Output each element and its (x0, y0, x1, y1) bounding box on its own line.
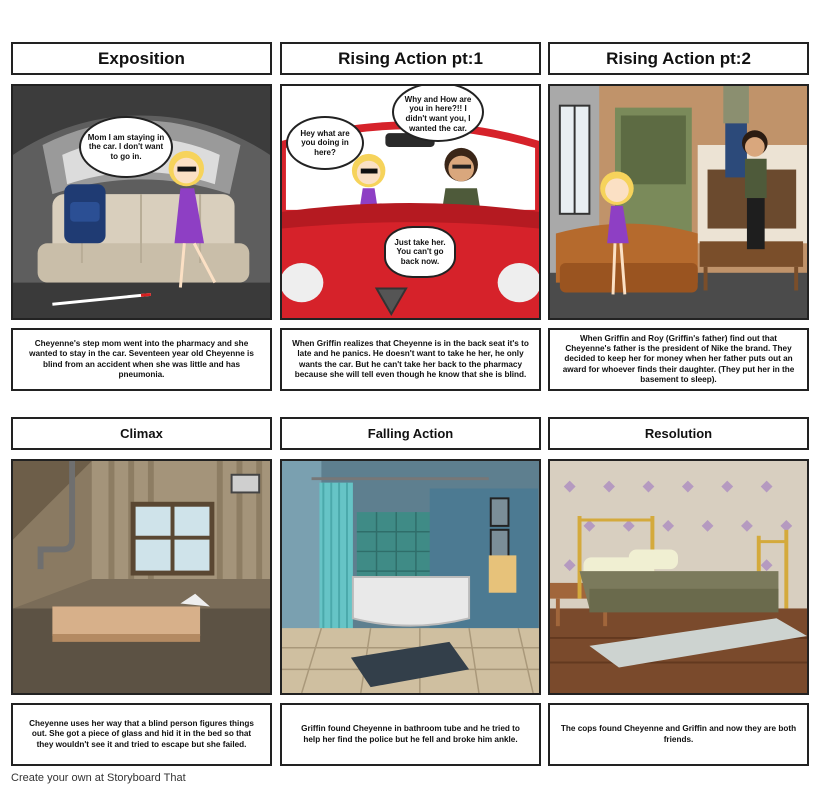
panel-title-rising-action-2: Rising Action pt:2 (548, 42, 809, 75)
panel-rising-action-2 (548, 84, 809, 320)
caption-climax: Cheyenne uses her way that a blind person figures things out. She got a piece of glass and hid it in the bed so that they wouldn't see it and tried to escape but she failed. (11, 703, 272, 766)
panel-title-falling-action: Falling Action (280, 417, 541, 450)
speech-bubble-griffin: Why and How are you in here?!! I didn't want you, I wanted the car. (392, 84, 484, 142)
living-room-illustration (550, 86, 807, 318)
basement-illustration (13, 461, 270, 693)
panel-rising-action-1 (280, 84, 541, 320)
caption-resolution: The cops found Cheyenne and Griffin and now they are both friends. (548, 703, 809, 766)
caption-exposition: Cheyenne's step mom went into the pharmacy and she wanted to stay in the car. Seventeen year old Cheyenne is blind from an accident when she was little and has pneumonia. (11, 328, 272, 391)
caption-rising-action-1: When Griffin realizes that Cheyenne is in the back seat it's to late and he panics. He doesn't want to take he her, he only wants the car. But he can't take her back to the pharmacy because she will tell even though he know that she is blind. (280, 328, 541, 391)
panel-falling-action (280, 459, 541, 695)
speech-bubble-cheyenne: Hey what are you doing in here? (286, 116, 364, 170)
panel-exposition (11, 84, 272, 320)
bathroom-illustration (282, 461, 539, 693)
panel-climax (11, 459, 272, 695)
panel-title-exposition: Exposition (11, 42, 272, 75)
caption-rising-action-2: When Griffin and Roy (Griffin's father) find out that Cheyenne's father is the president of Nike the brand. They decided to keep her for money when her father puts out an award for whoever finds their daughter. (They put her in the basement to sleep). (548, 328, 809, 391)
thought-bubble: Just take her. You can't go back now. (384, 226, 456, 278)
bedroom-illustration (550, 461, 807, 693)
panel-title-resolution: Resolution (548, 417, 809, 450)
panel-resolution (548, 459, 809, 695)
panel-title-climax: Climax (11, 417, 272, 450)
speech-bubble-exposition: Mom I am staying in the car. I don't want to go in. (79, 116, 173, 178)
caption-falling-action: Griffin found Cheyenne in bathroom tube and he tried to help her find the police but he fell and broke him ankle. (280, 703, 541, 766)
footer-credit[interactable]: Create your own at Storyboard That (11, 772, 186, 784)
panel-title-rising-action-1: Rising Action pt:1 (280, 42, 541, 75)
